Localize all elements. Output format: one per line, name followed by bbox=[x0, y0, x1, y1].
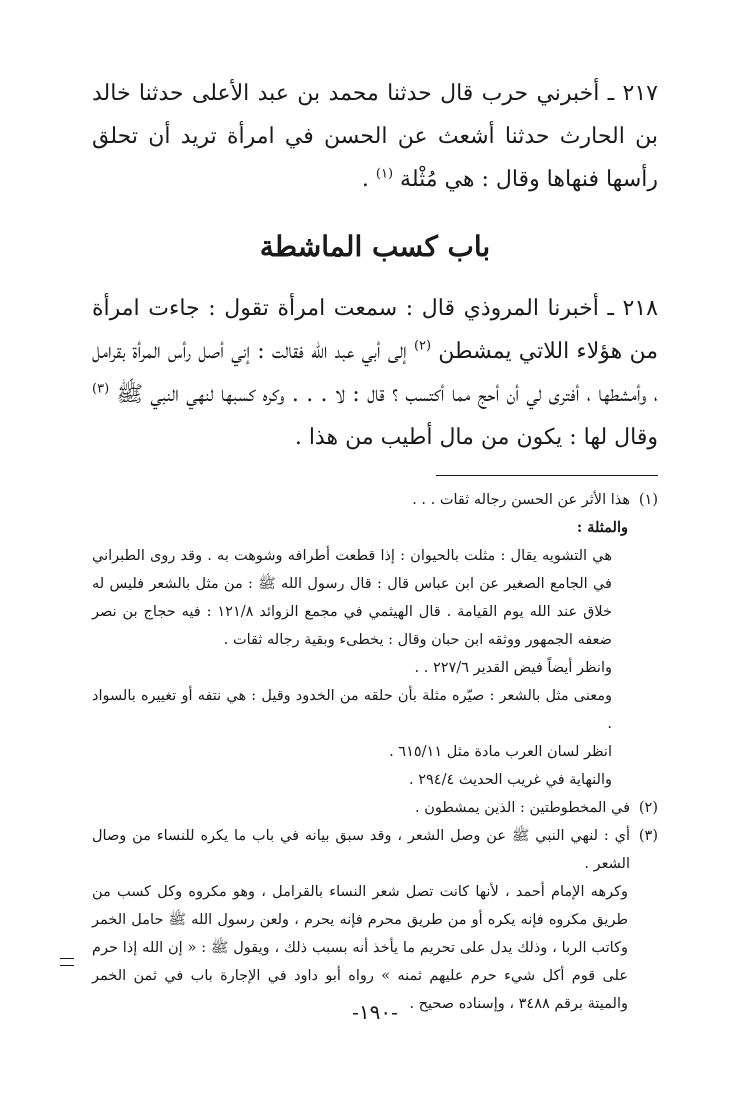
footnote-1-paragraph-4: انظر لسان العرب مادة مثل ٦١٥/١١ . bbox=[389, 744, 612, 760]
footnote-ref-1: (١) bbox=[375, 166, 394, 182]
footnote-3-text: أي : لنهي النبي ﷺ عن وصل الشعر ، وقد سبق بيانه في باب ما يكره للنساء من وصال الشعر . bbox=[92, 828, 630, 872]
footnote-2-text: في المخطوطتين : الذين يمشطون . bbox=[415, 800, 630, 816]
page-number: -١٩٠- bbox=[352, 1000, 398, 1024]
footnote-1-paragraph-3: ومعنى مثل بالشعر : صيّره مثلة بأن حلقه من الخدود وقيل : هي نتفه أو تغييره بالسواد . bbox=[92, 688, 612, 732]
footnote-1 bbox=[92, 486, 658, 514]
chapter-heading: باب كسب الماشطة bbox=[259, 230, 491, 263]
narration-218-text-a: ٢١٨ ـ أخبرنا المروذي قال : سمعت امرأة تقول : جاءت امرأة من هؤلاء اللاتي يمشطن bbox=[92, 296, 658, 364]
narration-218-text-b: إلى أبي عبد الله فقالت : إني أصل رأس المرأة بقرامل ، وأمشطها ، أفترى لي أن أحج مما أكتسب ؟ قال : لا . . . وكره كسبها لنهي النبي ﷺ bbox=[92, 339, 659, 407]
footnote-1-number: (١) bbox=[638, 492, 658, 508]
footnote-2 bbox=[92, 794, 658, 822]
footnote-separator bbox=[436, 475, 658, 476]
footnote-3-number: (٣) bbox=[638, 828, 658, 844]
narration-218-text-c: وقال لها : يكون من مال أطيب من هذا . bbox=[294, 425, 658, 450]
narration-217 bbox=[92, 72, 658, 201]
main-text bbox=[92, 72, 658, 459]
footnote-3 bbox=[92, 822, 658, 878]
footnote-1-text: هذا الأثر عن الحسن رجاله ثقات . . . bbox=[412, 492, 630, 508]
footnote-1-paragraph-2: وانظر أيضاً فيض القدير ٢٢٧/٦ . . bbox=[414, 660, 612, 676]
footnote-1-paragraph-5: والنهاية في غريب الحديث ٢٩٤/٤ . bbox=[408, 772, 612, 788]
narration-217-end: . bbox=[361, 167, 376, 192]
footnote-ref-2: (٢) bbox=[413, 338, 432, 354]
footnote-1-subheading: والمثلة : bbox=[576, 519, 628, 536]
footnote-3-paragraph-2: وكرهه الإمام أحمد ، لأنها كانت تصل شعر النساء بالقرامل ، وهو مكروه وكل كسب من طريق مكروه فإنه يكره أو من طريق محرم فإنه يحرم ، ولعن رسول الله ﷺ حامل الخمر وكاتب الربا ، وذلك يدل على تحريم ما يأخذ أنه بسبب ذلك ، ويقول ﷺ : « إن الله إذا حرم على قوم أكل شيء حرم عليهم ثمنه » رواه أبو داود في الإجارة باب في ثمن الخمر والميتة برقم ٣٤٨٨ ، وإسناده صحيح . bbox=[92, 884, 628, 1012]
footnote-ref-3: (٣) bbox=[92, 381, 110, 397]
footnote-2-number: (٢) bbox=[638, 800, 658, 816]
page-content bbox=[92, 72, 658, 1018]
footnote-1-paragraph-1: هي التشويه يقال : مثلت بالحيوان : إذا قطعت أطرافه وشوهت به . وقد روى الطبراني في الجامع الصغير عن ابن عباس قال : قال رسول الله ﷺ : من مثل بالشعر فليس له خلاق عند الله يوم القيامة . قال الهيثمي في مجمع الزوائد ١٢١/٨ : فيه حجاج بن نصر ضعفه الجمهور ووثقه ابن حبان وقال : يخطىء وبقية رجاله ثقات . bbox=[92, 548, 612, 648]
margin-equals-mark bbox=[60, 958, 74, 966]
footnotes bbox=[92, 486, 658, 1018]
narration-217-text: ٢١٧ ـ أخبرني حرب قال حدثنا محمد بن عبد الأعلى حدثنا خالد بن الحارث حدثنا أشعث عن الحسن في امرأة تريد أن تحلق رأسها فنهاها وقال : هي مُثْلة bbox=[92, 81, 658, 192]
narration-218 bbox=[92, 287, 658, 459]
